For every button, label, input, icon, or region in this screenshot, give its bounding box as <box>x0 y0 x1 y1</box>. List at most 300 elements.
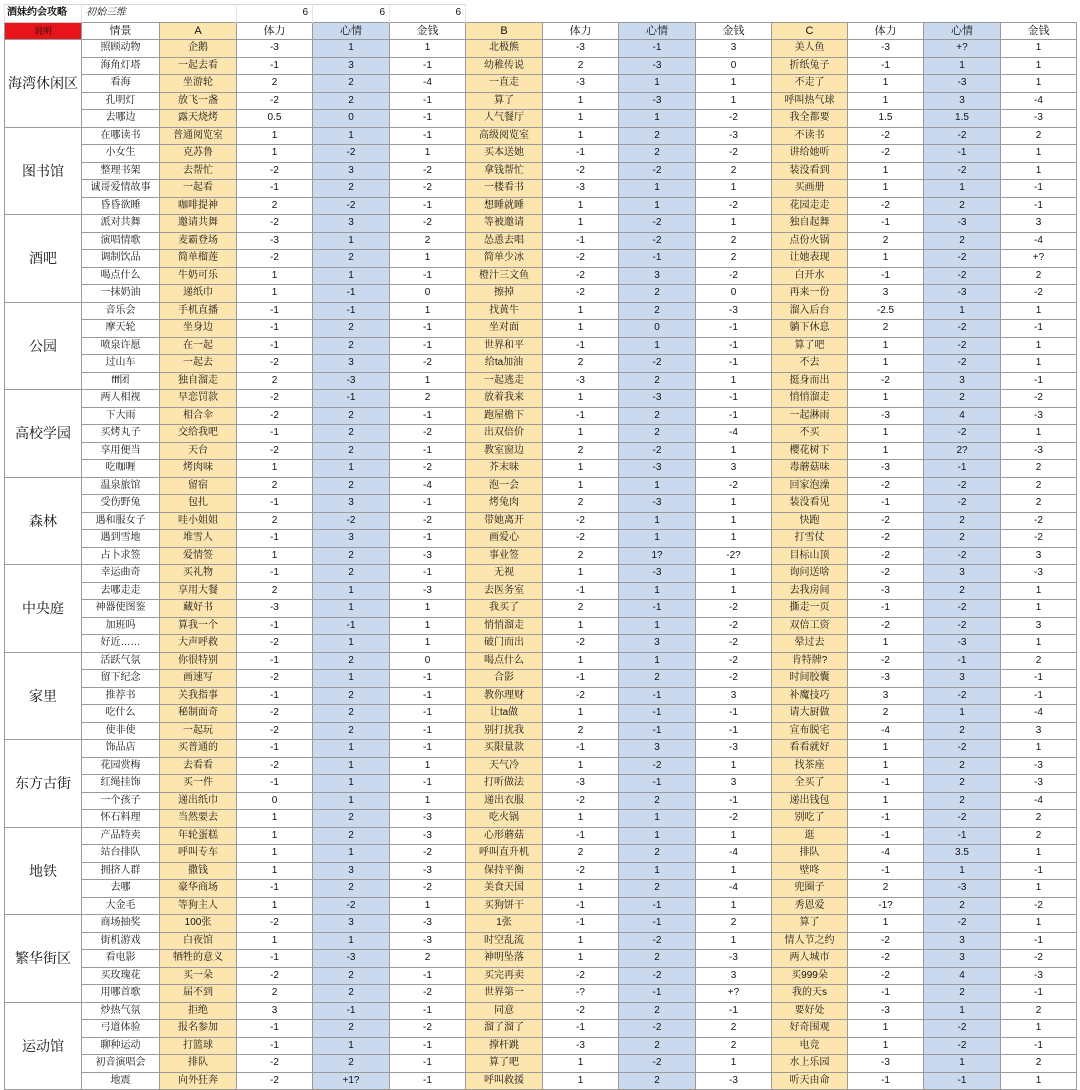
scene-cell: 海角灯塔 <box>82 57 160 75</box>
option-b-cell: 时空乱流 <box>466 932 543 950</box>
b-mood-cell: -1 <box>619 40 696 58</box>
a-money-cell: -3 <box>390 547 466 565</box>
table-row <box>5 1020 1077 1038</box>
option-a-cell: 买普通的 <box>160 740 237 758</box>
option-b-cell: 撑杆跳 <box>466 1037 543 1055</box>
c-money-cell: 2 <box>1001 1002 1077 1020</box>
b-money-cell: 1 <box>696 932 772 950</box>
b-money-cell: -3 <box>696 127 772 145</box>
c-money-cell: -4 <box>1001 232 1077 250</box>
a-mood-cell: 2 <box>313 180 390 198</box>
a-money-cell: -2 <box>390 180 466 198</box>
a-stamina-cell: -1 <box>237 740 313 758</box>
a-stamina-cell: -2 <box>237 722 313 740</box>
b-stamina-cell: 2 <box>543 495 619 513</box>
option-c-cell: 补魔技巧 <box>772 687 848 705</box>
c-mood-cell: 1 <box>924 1002 1001 1020</box>
c-mood-cell: 1 <box>924 1055 1001 1073</box>
place-name: 东方古街 <box>5 740 82 828</box>
c-money-cell: 2 <box>1001 460 1077 478</box>
b-stamina-cell: 1 <box>543 1055 619 1073</box>
c-mood-cell: 2 <box>924 757 1001 775</box>
a-money-cell: -1 <box>390 197 466 215</box>
option-a-cell: 买礼物 <box>160 565 237 583</box>
option-b-cell: 坐对面 <box>466 320 543 338</box>
option-b-cell: 画爱心 <box>466 530 543 548</box>
table-row <box>5 932 1077 950</box>
a-money-cell: -3 <box>390 862 466 880</box>
c-mood-cell: -1 <box>924 652 1001 670</box>
c-stamina-cell: -3 <box>848 582 924 600</box>
option-c-cell: 时间胶囊 <box>772 670 848 688</box>
c-money-cell: -1 <box>1001 180 1077 198</box>
scene-cell: 去哪 <box>82 880 160 898</box>
a-money-cell: -1 <box>390 530 466 548</box>
c-mood-cell: -3 <box>924 75 1001 93</box>
a-money-cell: -1 <box>390 967 466 985</box>
initial-mood: 6 <box>313 5 390 23</box>
option-b-cell: 擦掉 <box>466 285 543 303</box>
scene-cell: 喝点什么 <box>82 267 160 285</box>
initial-stamina: 6 <box>237 5 313 23</box>
option-b-cell: 跑屋檐下 <box>466 407 543 425</box>
a-money-cell: -2 <box>390 425 466 443</box>
option-c-cell: 算了 <box>772 915 848 933</box>
a-money-cell: -1 <box>390 740 466 758</box>
c-money-cell: 1 <box>1001 145 1077 163</box>
option-b-cell: 找黄牛 <box>466 302 543 320</box>
option-a-cell: 露天烧烤 <box>160 110 237 128</box>
option-a-cell: 交给我吧 <box>160 425 237 443</box>
b-mood-cell: 2 <box>619 407 696 425</box>
table-row <box>5 985 1077 1003</box>
option-b-cell: 心形蘑菇 <box>466 827 543 845</box>
option-b-cell: 算了吧 <box>466 1055 543 1073</box>
a-mood-cell: 2 <box>313 705 390 723</box>
b-money-cell: -2 <box>696 652 772 670</box>
option-c-cell: 毒蘑菇味 <box>772 460 848 478</box>
a-stamina-cell: -3 <box>237 600 313 618</box>
scene-cell: 聊种运动 <box>82 1037 160 1055</box>
option-c-cell: 悄悄溜走 <box>772 390 848 408</box>
option-b-cell: 世界和平 <box>466 337 543 355</box>
option-c-cell: 水上乐园 <box>772 1055 848 1073</box>
c-mood-cell: -2 <box>924 425 1001 443</box>
scene-cell: 怀石料理 <box>82 810 160 828</box>
b-stamina-cell: 1 <box>543 390 619 408</box>
place-name: 图书馆 <box>5 127 82 215</box>
option-c-cell: 排队 <box>772 845 848 863</box>
b-stamina-cell: -3 <box>543 180 619 198</box>
c-mood-cell: -2 <box>924 687 1001 705</box>
b-mood-cell: 1? <box>619 547 696 565</box>
a-stamina-cell: 1 <box>237 547 313 565</box>
scene-cell: 用哪首歌 <box>82 985 160 1003</box>
c-stamina-cell: -1 <box>848 57 924 75</box>
a-mood-cell: -1 <box>313 390 390 408</box>
option-b-cell: 1张 <box>466 915 543 933</box>
option-b-cell: 同意 <box>466 1002 543 1020</box>
a-mood-cell: 2 <box>313 565 390 583</box>
b-money-cell: 0 <box>696 285 772 303</box>
table-row <box>5 390 1077 408</box>
b-money-cell: 3 <box>696 460 772 478</box>
a-stamina-cell: -2 <box>237 390 313 408</box>
header-scene: 情景 <box>82 22 160 40</box>
b-money-cell: -1 <box>696 407 772 425</box>
c-stamina-cell: -2 <box>848 565 924 583</box>
a-money-cell: -2 <box>390 460 466 478</box>
a-stamina-cell: 1 <box>237 845 313 863</box>
b-money-cell: 2 <box>696 250 772 268</box>
b-money-cell: -4 <box>696 425 772 443</box>
a-stamina-cell: 1 <box>237 810 313 828</box>
c-money-cell: 1 <box>1001 337 1077 355</box>
table-row <box>5 547 1077 565</box>
a-money-cell: 2 <box>390 232 466 250</box>
option-c-cell: 听天由命 <box>772 1072 848 1090</box>
b-stamina-cell: 2 <box>543 845 619 863</box>
c-stamina-cell: 2 <box>848 232 924 250</box>
table-row <box>5 57 1077 75</box>
c-stamina-cell: 1 <box>848 162 924 180</box>
option-a-cell: 关我指事 <box>160 687 237 705</box>
c-money-cell: -4 <box>1001 792 1077 810</box>
c-stamina-cell: -1 <box>848 215 924 233</box>
option-a-cell: 画速写 <box>160 670 237 688</box>
a-stamina-cell: -1 <box>237 337 313 355</box>
a-money-cell: -1 <box>390 722 466 740</box>
a-stamina-cell: 1 <box>237 145 313 163</box>
option-a-cell: 去看看 <box>160 757 237 775</box>
a-mood-cell: -3 <box>313 372 390 390</box>
header-option-b: B <box>466 22 543 40</box>
b-stamina-cell: 2 <box>543 600 619 618</box>
header-option-c: C <box>772 22 848 40</box>
b-mood-cell: 2 <box>619 1072 696 1090</box>
scene-cell: 推荐书 <box>82 687 160 705</box>
a-money-cell: -1 <box>390 1055 466 1073</box>
c-mood-cell: -2 <box>924 495 1001 513</box>
table-row <box>5 775 1077 793</box>
b-stamina-cell: 1 <box>543 950 619 968</box>
option-a-cell: 秘制面奇 <box>160 705 237 723</box>
table-row <box>5 425 1077 443</box>
b-mood-cell: -2 <box>619 932 696 950</box>
c-money-cell: -2 <box>1001 897 1077 915</box>
option-b-cell: 买狗饼干 <box>466 897 543 915</box>
c-stamina-cell: -1 <box>848 810 924 828</box>
b-mood-cell: 2 <box>619 880 696 898</box>
b-mood-cell: 1 <box>619 110 696 128</box>
scene-cell: 地震 <box>82 1072 160 1090</box>
c-stamina-cell: -2 <box>848 127 924 145</box>
a-stamina-cell: 1 <box>237 932 313 950</box>
option-c-cell: 买999朵 <box>772 967 848 985</box>
option-b-cell: 别打扰我 <box>466 722 543 740</box>
c-money-cell: -1 <box>1001 862 1077 880</box>
table-row <box>5 110 1077 128</box>
b-stamina-cell: -3 <box>543 775 619 793</box>
b-mood-cell: 1 <box>619 827 696 845</box>
b-mood-cell: -3 <box>619 57 696 75</box>
option-c-cell: 晕过去 <box>772 635 848 653</box>
option-a-cell: 藏好书 <box>160 600 237 618</box>
b-stamina-cell: 1 <box>543 617 619 635</box>
place-name: 高校学园 <box>5 390 82 478</box>
table-row <box>5 197 1077 215</box>
c-money-cell: -2 <box>1001 530 1077 548</box>
a-money-cell: 1 <box>390 635 466 653</box>
c-stamina-cell: -1 <box>848 495 924 513</box>
option-b-cell: 世界第一 <box>466 985 543 1003</box>
c-mood-cell: 3 <box>924 372 1001 390</box>
a-stamina-cell: -1 <box>237 495 313 513</box>
c-mood-cell: 3 <box>924 565 1001 583</box>
option-b-cell: 保持平衡 <box>466 862 543 880</box>
option-c-cell: 花园走走 <box>772 197 848 215</box>
a-stamina-cell: 2 <box>237 372 313 390</box>
scene-cell: 照顾动物 <box>82 40 160 58</box>
option-c-cell: 打雪仗 <box>772 530 848 548</box>
b-stamina-cell: -3 <box>543 372 619 390</box>
c-mood-cell: -2 <box>924 127 1001 145</box>
a-money-cell: -1 <box>390 1037 466 1055</box>
a-stamina-cell: -2 <box>237 355 313 373</box>
a-stamina-cell: 2 <box>237 477 313 495</box>
scene-cell: 神器使图鉴 <box>82 600 160 618</box>
c-money-cell: -2 <box>1001 950 1077 968</box>
b-stamina-cell: -1 <box>543 407 619 425</box>
table-row <box>5 460 1077 478</box>
a-mood-cell: 1 <box>313 635 390 653</box>
c-mood-cell: 2 <box>924 897 1001 915</box>
a-mood-cell: 1 <box>313 267 390 285</box>
table-row <box>5 617 1077 635</box>
option-c-cell: 快跑 <box>772 512 848 530</box>
b-stamina-cell: -1 <box>543 897 619 915</box>
b-stamina-cell: 2 <box>543 547 619 565</box>
a-money-cell: -1 <box>390 705 466 723</box>
b-mood-cell: -1 <box>619 722 696 740</box>
c-stamina-cell: 1 <box>848 792 924 810</box>
c-money-cell: 3 <box>1001 547 1077 565</box>
c-money-cell: 1 <box>1001 740 1077 758</box>
b-stamina-cell: 2 <box>543 722 619 740</box>
b-money-cell: 3 <box>696 967 772 985</box>
a-mood-cell: 2 <box>313 810 390 828</box>
b-stamina-cell: -1 <box>543 915 619 933</box>
option-b-cell: 泡一会 <box>466 477 543 495</box>
b-money-cell: -2 <box>696 267 772 285</box>
c-mood-cell: 4 <box>924 407 1001 425</box>
b-money-cell: 1 <box>696 530 772 548</box>
a-mood-cell: 1 <box>313 600 390 618</box>
c-mood-cell: -3 <box>924 635 1001 653</box>
b-stamina-cell: -2 <box>543 250 619 268</box>
c-mood-cell: -1 <box>924 460 1001 478</box>
option-c-cell: 肯特牌? <box>772 652 848 670</box>
a-mood-cell: -1 <box>313 302 390 320</box>
c-stamina-cell: -3 <box>848 1002 924 1020</box>
a-money-cell: -2 <box>390 162 466 180</box>
scene-cell: 去哪走走 <box>82 582 160 600</box>
b-stamina-cell: -2 <box>543 530 619 548</box>
b-mood-cell: -3 <box>619 460 696 478</box>
c-money-cell: -3 <box>1001 407 1077 425</box>
b-mood-cell: 1 <box>619 197 696 215</box>
a-money-cell: 2 <box>390 390 466 408</box>
c-money-cell: 1 <box>1001 57 1077 75</box>
a-stamina-cell: -1 <box>237 57 313 75</box>
option-c-cell: 樱花树下 <box>772 442 848 460</box>
c-stamina-cell: -1 <box>848 600 924 618</box>
a-stamina-cell: -1 <box>237 950 313 968</box>
option-a-cell: 牛奶可乐 <box>160 267 237 285</box>
table-row <box>5 950 1077 968</box>
table-row <box>5 582 1077 600</box>
table-row <box>5 670 1077 688</box>
c-stamina-cell: -2 <box>848 197 924 215</box>
c-mood-cell: 3 <box>924 92 1001 110</box>
c-stamina-cell: -1? <box>848 897 924 915</box>
scene-cell: 留下纪念 <box>82 670 160 688</box>
option-a-cell: 买一朵 <box>160 967 237 985</box>
option-a-cell: 堆雪人 <box>160 530 237 548</box>
table-row <box>5 967 1077 985</box>
table-row <box>5 512 1077 530</box>
option-a-cell: 一起去看 <box>160 57 237 75</box>
b-mood-cell: 2 <box>619 145 696 163</box>
option-a-cell: 算我一个 <box>160 617 237 635</box>
scene-cell: 炒热气氛 <box>82 1002 160 1020</box>
scene-cell: 街机游戏 <box>82 932 160 950</box>
c-stamina-cell: 1 <box>848 635 924 653</box>
b-mood-cell: -1 <box>619 985 696 1003</box>
table-row <box>5 1055 1077 1073</box>
a-money-cell: 0 <box>390 652 466 670</box>
option-a-cell: 麦霸登场 <box>160 232 237 250</box>
a-mood-cell: 1 <box>313 40 390 58</box>
option-b-cell: 递出衣服 <box>466 792 543 810</box>
a-money-cell: 1 <box>390 757 466 775</box>
b-mood-cell: 1 <box>619 530 696 548</box>
c-mood-cell: 2 <box>924 985 1001 1003</box>
b-money-cell: 1 <box>696 862 772 880</box>
c-money-cell: 3 <box>1001 722 1077 740</box>
table-row <box>5 232 1077 250</box>
c-money-cell: 1 <box>1001 1020 1077 1038</box>
a-money-cell: -2 <box>390 1020 466 1038</box>
option-b-cell: 高级阅览室 <box>466 127 543 145</box>
a-mood-cell: 3 <box>313 57 390 75</box>
option-c-cell: 让她表现 <box>772 250 848 268</box>
b-stamina-cell: -1 <box>543 827 619 845</box>
b-stamina-cell: -2 <box>543 687 619 705</box>
option-a-cell: 企鹅 <box>160 40 237 58</box>
c-stamina-cell: 2 <box>848 320 924 338</box>
option-a-cell: 豪华商场 <box>160 880 237 898</box>
c-money-cell: -3 <box>1001 110 1077 128</box>
table-row <box>5 705 1077 723</box>
a-stamina-cell: -2 <box>237 215 313 233</box>
b-money-cell: 2 <box>696 162 772 180</box>
b-mood-cell: -2 <box>619 232 696 250</box>
c-mood-cell: -1 <box>924 145 1001 163</box>
a-money-cell: -2 <box>390 512 466 530</box>
a-stamina-cell: -1 <box>237 775 313 793</box>
scene-cell: 一个孩子 <box>82 792 160 810</box>
b-money-cell: 1 <box>696 92 772 110</box>
table-row <box>5 127 1077 145</box>
option-c-cell: 秀恩爱 <box>772 897 848 915</box>
c-mood-cell: 4 <box>924 967 1001 985</box>
scene-cell: 活跃气氛 <box>82 652 160 670</box>
option-b-cell: 幼稚传说 <box>466 57 543 75</box>
a-money-cell: 1 <box>390 617 466 635</box>
a-mood-cell: 3 <box>313 495 390 513</box>
option-a-cell: 当然要去 <box>160 810 237 828</box>
b-money-cell: -4 <box>696 880 772 898</box>
c-stamina-cell: -4 <box>848 722 924 740</box>
a-mood-cell: 3 <box>313 215 390 233</box>
b-money-cell: 2 <box>696 1020 772 1038</box>
table-row <box>5 652 1077 670</box>
b-stamina-cell: 1 <box>543 880 619 898</box>
a-stamina-cell: -2 <box>237 705 313 723</box>
c-stamina-cell: 1 <box>848 180 924 198</box>
c-money-cell: 2 <box>1001 810 1077 828</box>
option-b-cell: 去医务室 <box>466 582 543 600</box>
scene-cell: 看电影 <box>82 950 160 968</box>
c-stamina-cell: -1 <box>848 267 924 285</box>
c-mood-cell: -2 <box>924 320 1001 338</box>
scene-cell: 红绳挂饰 <box>82 775 160 793</box>
scene-cell: 大金毛 <box>82 897 160 915</box>
scene-cell: 买玫瑰花 <box>82 967 160 985</box>
a-money-cell: -1 <box>390 1072 466 1090</box>
scene-cell: 加班吗 <box>82 617 160 635</box>
a-mood-cell: 2 <box>313 477 390 495</box>
a-mood-cell: 3 <box>313 355 390 373</box>
scene-cell: 过山车 <box>82 355 160 373</box>
a-mood-cell: 1 <box>313 757 390 775</box>
place-name: 中央庭 <box>5 565 82 653</box>
c-mood-cell: -2 <box>924 337 1001 355</box>
option-c-cell: 躺下休息 <box>772 320 848 338</box>
a-money-cell: 1 <box>390 897 466 915</box>
b-money-cell: 2 <box>696 915 772 933</box>
scene-cell: 享用便当 <box>82 442 160 460</box>
scene-cell: 产品特卖 <box>82 827 160 845</box>
b-stamina-cell: -2 <box>543 267 619 285</box>
a-money-cell: -2 <box>390 985 466 1003</box>
b-mood-cell: 1 <box>619 477 696 495</box>
option-a-cell: 递出纸巾 <box>160 792 237 810</box>
b-money-cell: 2 <box>696 1037 772 1055</box>
c-stamina-cell: -1 <box>848 827 924 845</box>
c-money-cell: 1 <box>1001 915 1077 933</box>
a-money-cell: -1 <box>390 92 466 110</box>
option-a-cell: 烤肉味 <box>160 460 237 478</box>
c-stamina-cell: 1 <box>848 92 924 110</box>
c-money-cell: 2 <box>1001 495 1077 513</box>
scene-cell: 使非使 <box>82 722 160 740</box>
b-mood-cell: 3 <box>619 267 696 285</box>
c-mood-cell: 2 <box>924 775 1001 793</box>
c-money-cell: -2 <box>1001 390 1077 408</box>
option-a-cell: 向外狂奔 <box>160 1072 237 1090</box>
